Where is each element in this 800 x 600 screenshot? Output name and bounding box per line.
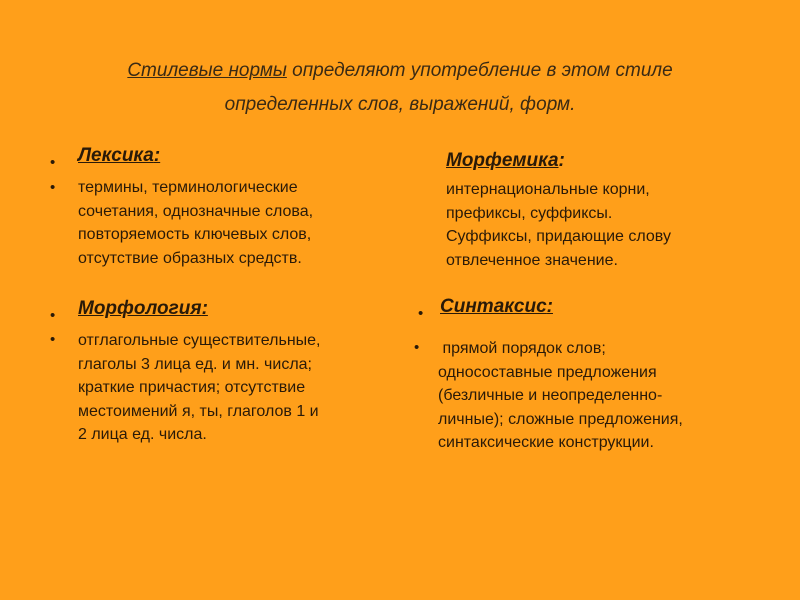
- heading-sintaksis: [440, 296, 553, 318]
- heading-sintaksis-text: Синтаксис: [440, 296, 547, 317]
- body-sintaksis: [438, 337, 683, 455]
- title-line-2: определенных слов, выражений, форм.: [224, 94, 576, 115]
- body-line: прямой порядок слов;: [438, 340, 606, 357]
- body-morfemika: [446, 178, 671, 272]
- heading-morfologiya-colon: :: [201, 298, 208, 319]
- slide-title: [60, 54, 740, 122]
- body-leksika: [78, 176, 313, 270]
- bullet-glyph: •: [50, 331, 56, 348]
- heading-leksika: [78, 145, 160, 167]
- heading-morfologiya-text: Морфология: [78, 298, 202, 319]
- body-line: интернациональные корни,: [446, 181, 650, 198]
- body-line: повторяемость ключевых слов,: [78, 226, 312, 243]
- body-line: синтаксические конструкции.: [438, 434, 654, 451]
- heading-morfemika: [446, 150, 565, 172]
- body-line: префиксы, суффиксы.: [446, 204, 613, 222]
- body-line: Суффиксы, придающие слову: [446, 228, 671, 245]
- bullet-glyph: •: [50, 307, 56, 324]
- heading-leksika-colon: :: [153, 145, 161, 166]
- bullet-glyph: •: [418, 305, 424, 322]
- body-line: односоставные предложения: [438, 363, 657, 381]
- title-line-1: [60, 54, 740, 88]
- body-line: отглагольные существительные,: [78, 332, 321, 349]
- title-rest: определяют употребление в этом стиле: [286, 60, 673, 81]
- bullet-glyph: •: [414, 339, 420, 356]
- bullet-glyph: •: [50, 179, 56, 196]
- body-line: (безличные и неопределенно-: [438, 387, 663, 404]
- heading-leksika-text: Лексика: [78, 145, 154, 166]
- body-line: личные); сложные предложения,: [438, 410, 683, 428]
- bullet-glyph: •: [50, 154, 56, 171]
- body-line: сочетания, однозначные слова,: [78, 202, 314, 220]
- body-line: отвлеченное значение.: [446, 251, 618, 269]
- heading-morfemika-text: Морфемика: [446, 150, 559, 171]
- heading-sintaksis-colon: :: [546, 296, 553, 317]
- body-line: краткие причастия; отсутствие: [78, 379, 306, 396]
- body-morfologiya: [78, 329, 321, 447]
- body-line: глаголы 3 лица ед. и мн. числа;: [78, 355, 312, 373]
- body-line: отсутствие образных средств.: [78, 249, 302, 267]
- title-underlined: Стилевые нормы: [127, 60, 287, 81]
- body-line: термины, терминологические: [78, 179, 298, 196]
- heading-morfologiya: [78, 298, 208, 320]
- body-line: местоимений я, ты, глаголов 1 и: [78, 402, 319, 420]
- heading-morfemika-colon: :: [558, 150, 565, 171]
- body-line: 2 лица ед. числа.: [78, 426, 207, 443]
